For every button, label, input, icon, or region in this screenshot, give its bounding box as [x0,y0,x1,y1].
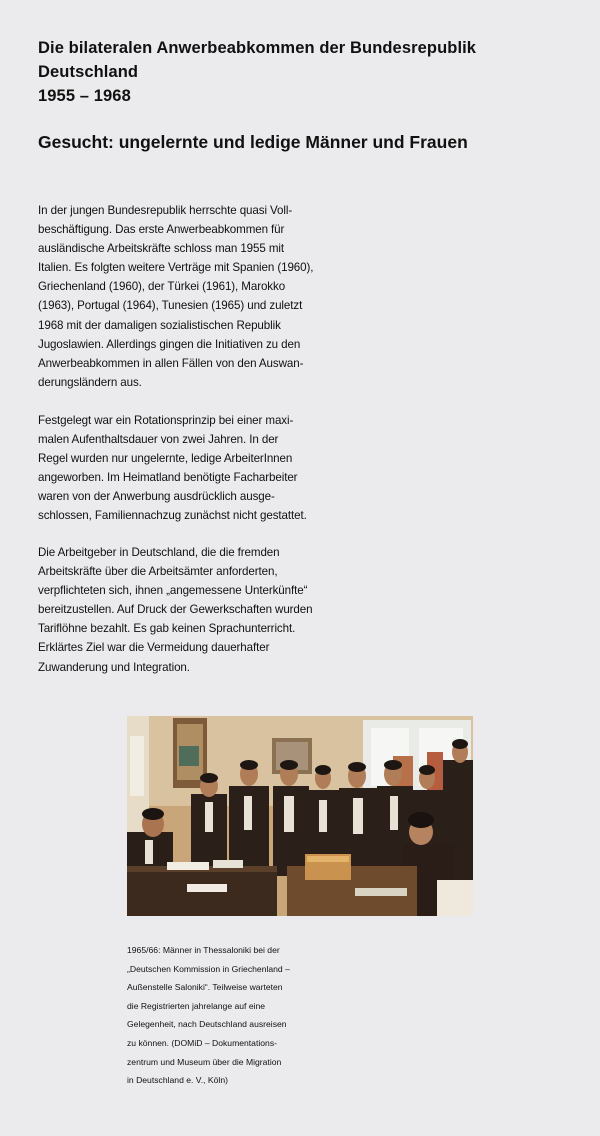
paragraph-rotation [38,411,328,526]
paragraph-line: Arbeitskräfte über die Arbeitsämter anforderten, [38,565,278,579]
caption-line: Gelegenheit, nach Deutschland ausreisen [127,1019,287,1030]
paragraph-line: verpflichteten sich, ihnen „angemessene Unterkünfte“ [38,584,308,598]
page-title [38,36,578,108]
paragraph-line: 1968 mit der damaligen sozialistischen Republik [38,318,281,332]
paragraph-line: Griechenland (1960), der Türkei (1961), Marokko [38,280,286,294]
caption-line: zentrum und Museum über die Migration [127,1056,282,1067]
caption-line: 1965/66: Männer in Thessaloniki bei der [127,945,280,955]
paragraph-line: Anwerbeabkommen in allen Fällen von den Auswan- [38,356,304,370]
paragraph-line: Erklärtes Ziel war die Vermeidung dauerhafter [38,641,270,655]
paragraph-employers [38,543,328,677]
caption-line: „Deutschen Kommission in Griechenland – [127,963,290,974]
caption-line: Außenstelle Saloniki“. Teilweise warteten [127,982,283,993]
paragraph-line: waren von der Anwerbung ausdrücklich ausge- [38,490,275,504]
title-line-1: Die bilateralen Anwerbeabkommen der Bundesrepublik Deutschland [38,39,477,81]
paragraph-line: Jugoslawien. Allerdings gingen die Initiativen zu den [38,337,301,351]
paragraph-line: beschäftigung. Das erste Anwerbeabkommen für [38,223,285,237]
paragraph-line: malen Aufenthaltsdauer von zwei Jahren. In der [38,433,279,447]
paragraph-line: Tariflöhne bezahlt. Es gab keinen Sprachunterricht. [38,622,296,636]
paragraph-line: Die Arbeitgeber in Deutschland, die die fremden [38,546,280,559]
historical-photo [127,716,473,916]
title-line-2: 1955 – 1968 [38,87,131,105]
photo-caption [127,941,327,1090]
paragraph-line: Regel wurden nur ungelernte, ledige ArbeiterInnen [38,452,293,466]
paragraph-line: ausländische Arbeitskräfte schloss man 1955 mit [38,242,284,256]
paragraph-line: (1963), Portugal (1964), Tunesien (1965) und zuletzt [38,299,303,313]
paragraph-intro [38,201,328,392]
paragraph-line: derungsländern aus. [38,375,142,389]
paragraph-line: Zuwanderung und Integration. [38,660,190,674]
paragraph-line: bereitzustellen. Auf Druck der Gewerkschaften wurden [38,603,313,617]
section-subtitle: Gesucht: ungelernte und ledige Männer und Frauen [38,132,468,152]
paragraph-line: schlossen, Familiennachzug zunächst nicht gestattet. [38,509,307,523]
paragraph-line: Italien. Es folgten weitere Verträge mit Spanien (1960), [38,261,314,275]
paragraph-line: angeworben. Im Heimatland benötigte Facharbeiter [38,471,298,485]
caption-line: zu können. (DOMiD – Dokumentations- [127,1037,277,1048]
paragraph-line: In der jungen Bundesrepublik herrschte quasi Voll- [38,204,293,217]
caption-line: die Registrierten jahrelange auf eine [127,1000,266,1011]
caption-line: in Deutschland e. V., Köln) [127,1075,228,1086]
paragraph-line: Festgelegt war ein Rotationsprinzip bei einer maxi- [38,414,294,427]
